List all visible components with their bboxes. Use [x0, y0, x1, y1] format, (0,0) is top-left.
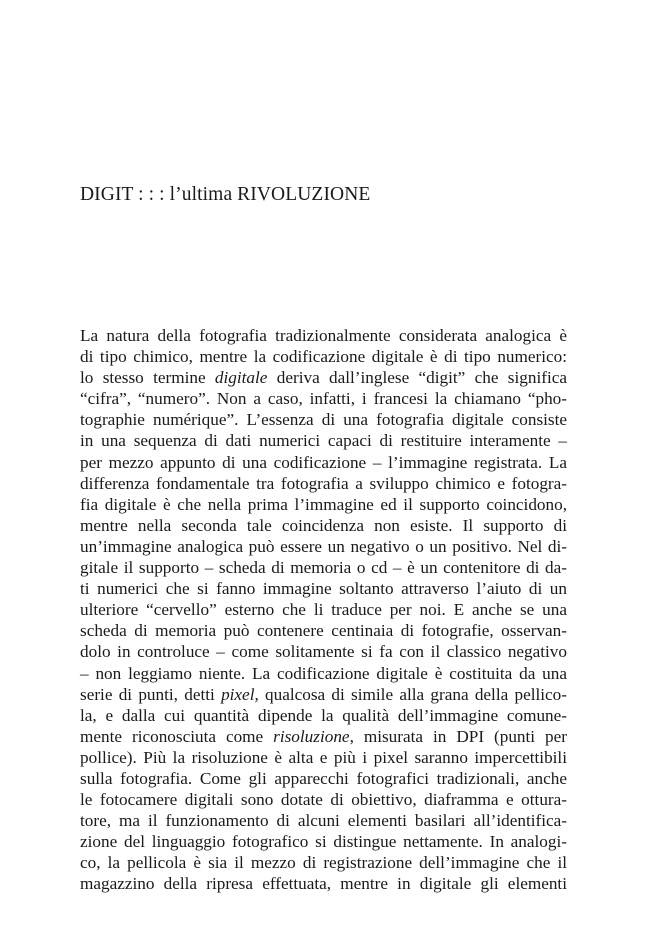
text-line	[80, 873, 567, 894]
text-segment: in una sequenza di dati numerici capaci di restituire interamente –	[80, 431, 567, 451]
text-segment: qualcosa di simile alla grana della pellico-	[258, 684, 567, 704]
text-line	[80, 747, 567, 768]
text-line	[80, 452, 567, 473]
text-segment: di tipo chimico, mentre la codificazione digitale è di tipo numerico:	[80, 347, 567, 367]
text-segment: La natura della fotografia tradizionalmente considerata analogica è	[80, 326, 567, 345]
text-segment: “cifra”, “numero”. Non a caso, infatti, i francesi la chiamano “pho-	[80, 389, 567, 409]
italic-term: digitale	[214, 368, 268, 388]
text-line	[80, 494, 567, 515]
text-line	[80, 557, 567, 578]
italic-term: pixel,	[221, 684, 259, 704]
text-line	[80, 705, 567, 726]
text-line	[80, 515, 567, 536]
text-line	[80, 726, 567, 747]
text-line	[80, 367, 567, 388]
text-line	[80, 663, 567, 684]
text-segment: magazzino della ripresa effettuata, mentre in digitale gli elementi	[80, 874, 567, 894]
text-line	[80, 388, 567, 409]
text-segment: differenza fondamentale tra fotografia a sviluppo chimico e fotogra-	[80, 473, 567, 493]
text-segment: zione del linguaggio fotografico si distingue nettamente. In analogi-	[80, 832, 567, 852]
text-line	[80, 536, 567, 557]
text-segment: per mezzo appunto di una codificazione – l’immagine registrata. La	[80, 452, 567, 472]
text-segment: mente riconosciuta come	[80, 726, 274, 746]
text-segment: ti numerici che si fanno immagine soltanto attraverso l’aiuto di un	[80, 579, 567, 599]
text-segment: mentre nella seconda tale coincidenza non esiste. Il supporto di	[80, 515, 567, 535]
text-segment: co, la pellicola è sia il mezzo di registrazione dell’immagine che il	[80, 853, 567, 873]
text-line	[80, 578, 567, 599]
text-line	[80, 684, 567, 705]
text-line	[80, 620, 567, 641]
text-segment: la, e dalla cui quantità dipende la qualità dell’immagine comune-	[80, 705, 567, 725]
text-segment: – non leggiamo niente. La codificazione digitale è costituita da una	[80, 663, 567, 683]
text-line	[80, 325, 567, 346]
chapter-title: DIGIT : : : l’ultima RIVOLUZIONE	[80, 184, 371, 205]
text-line	[80, 831, 567, 852]
text-segment: fia digitale è che nella prima l’immagine ed il supporto coincidono,	[80, 494, 567, 514]
text-line	[80, 641, 567, 662]
text-segment: ulteriore “cervello” esterno che li traduce per noi. E anche se una	[80, 600, 567, 620]
body-paragraph	[80, 325, 567, 895]
text-segment: scheda di memoria può contenere centinaia di fotografie, osservan-	[80, 621, 567, 641]
text-line	[80, 599, 567, 620]
text-line	[80, 409, 567, 430]
text-segment: tore, ma il funzionamento di alcuni elementi basilari all’identifica-	[80, 811, 567, 831]
text-segment: pollice). Più la risoluzione è alta e più i pixel saranno impercettibili	[80, 747, 567, 767]
text-segment: un’immagine analogica può essere un negativo o un positivo. Nel di-	[80, 536, 567, 556]
text-segment: serie di punti, detti	[80, 684, 222, 704]
text-segment: tographie numérique”. L’essenza di una fotografia digitale consiste	[80, 410, 567, 430]
text-segment: gitale il supporto – scheda di memoria o cd – è un contenitore di da-	[80, 558, 567, 578]
text-segment: deriva dall’inglese “digit” che significa	[267, 368, 567, 388]
text-line	[80, 768, 567, 789]
text-line	[80, 430, 567, 451]
text-line	[80, 789, 567, 810]
text-line	[80, 473, 567, 494]
text-segment: dolo in controluce – come solitamente si fa con il classico negativo	[80, 642, 567, 662]
text-segment: le fotocamere digitali sono dotate di obiettivo, diaframma e ottura-	[80, 790, 567, 810]
text-line	[80, 810, 567, 831]
text-segment: , misurata in DPI (punti per	[349, 726, 567, 746]
text-line	[80, 346, 567, 367]
text-line	[80, 852, 567, 873]
italic-term: risoluzione	[273, 726, 350, 746]
text-segment: lo stesso termine	[80, 368, 215, 388]
text-segment: sulla fotografia. Come gli apparecchi fotografici tradizionali, anche	[80, 768, 567, 788]
